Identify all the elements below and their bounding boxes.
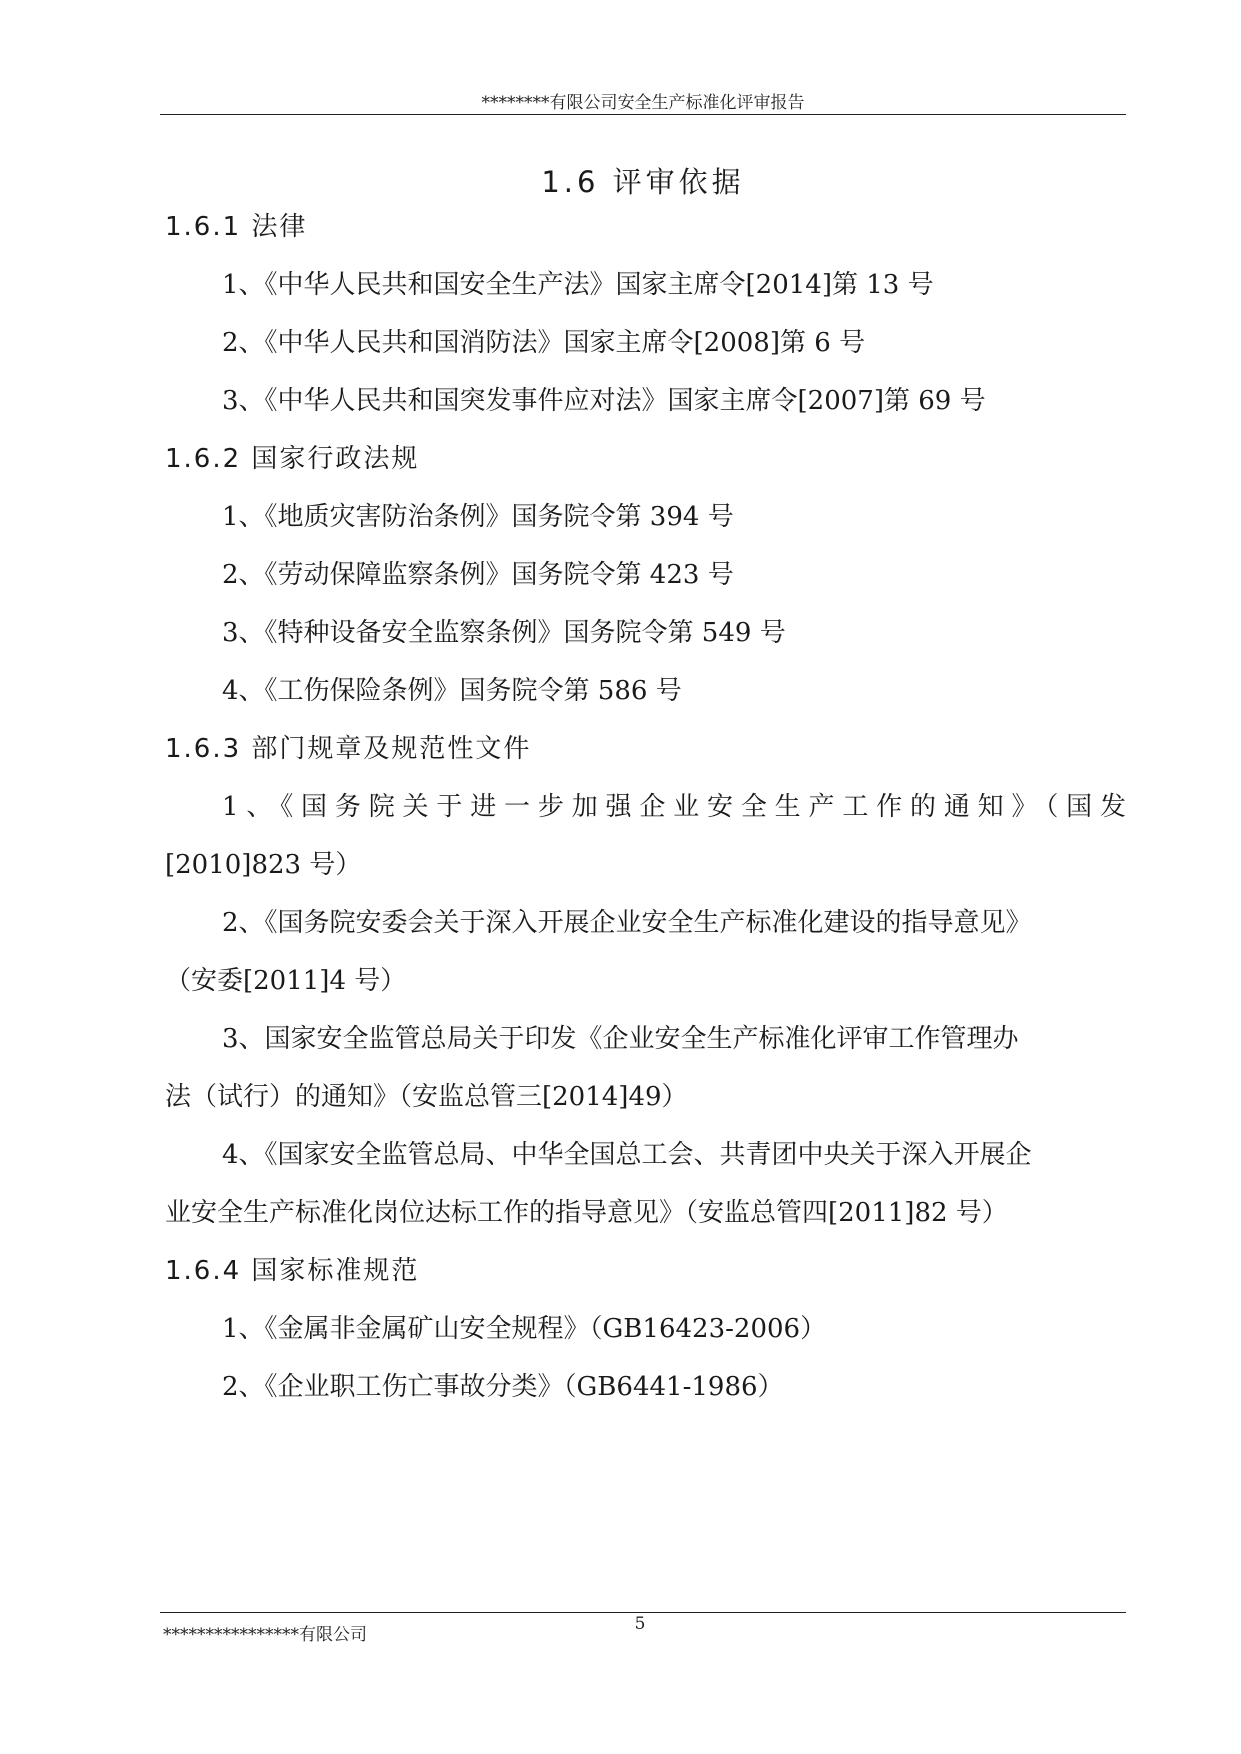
list-item: 1、《国务院关于进一步加强企业安全生产工作的通知》（国发 xyxy=(222,792,1126,822)
list-item-continuation: [2010]823 号） xyxy=(165,850,362,880)
list-item: 2、《中华人民共和国消防法》国家主席令[2008]第 6 号 xyxy=(222,328,866,358)
list-item: 4、《国家安全监管总局、中华全国总工会、共青团中央关于深入开展企 xyxy=(222,1140,1032,1170)
list-item: 3、《中华人民共和国突发事件应对法》国家主席令[2007]第 69 号 xyxy=(222,386,986,416)
section-heading-standards: 1.6.4 国家标准规范 xyxy=(165,1256,420,1286)
list-item: 3、国家安全监管总局关于印发《企业安全生产标准化评审工作管理办 xyxy=(222,1024,1019,1054)
page-title: 1.6 评审依据 xyxy=(541,165,745,199)
section-heading-regulations: 1.6.2 国家行政法规 xyxy=(165,444,420,474)
list-item: 3、《特种设备安全监察条例》国务院令第 549 号 xyxy=(222,618,786,648)
list-item: 2、《劳动保障监察条例》国务院令第 423 号 xyxy=(222,560,734,590)
list-item: 4、《工伤保险条例》国务院令第 586 号 xyxy=(222,676,682,706)
section-heading-laws: 1.6.1 法律 xyxy=(165,212,308,242)
running-header: ********有限公司安全生产标准化评审报告 xyxy=(481,93,805,113)
list-item-continuation: （安委[2011]4 号） xyxy=(165,966,407,996)
header-divider xyxy=(160,114,1126,115)
list-item: 1、《中华人民共和国安全生产法》国家主席令[2014]第 13 号 xyxy=(222,270,934,300)
list-item: 1、《金属非金属矿山安全规程》（GB16423-2006） xyxy=(222,1314,827,1344)
page-number: 5 xyxy=(634,1614,646,1634)
list-item: 2、《国务院安委会关于深入开展企业安全生产标准化建设的指导意见》 xyxy=(222,908,1032,938)
section-heading-rules: 1.6.3 部门规章及规范性文件 xyxy=(165,734,532,764)
list-item: 2、《企业职工伤亡事故分类》（GB6441-1986） xyxy=(222,1372,784,1402)
list-item: 1、《地质灾害防治条例》国务院令第 394 号 xyxy=(222,502,734,532)
list-item-continuation: 法（试行）的通知》（安监总管三[2014]49） xyxy=(165,1082,688,1112)
footer-divider xyxy=(160,1612,1126,1613)
footer-company: ****************有限公司 xyxy=(163,1625,367,1645)
list-item-continuation: 业安全生产标准化岗位达标工作的指导意见》（安监总管四[2011]82 号） xyxy=(165,1198,1008,1228)
